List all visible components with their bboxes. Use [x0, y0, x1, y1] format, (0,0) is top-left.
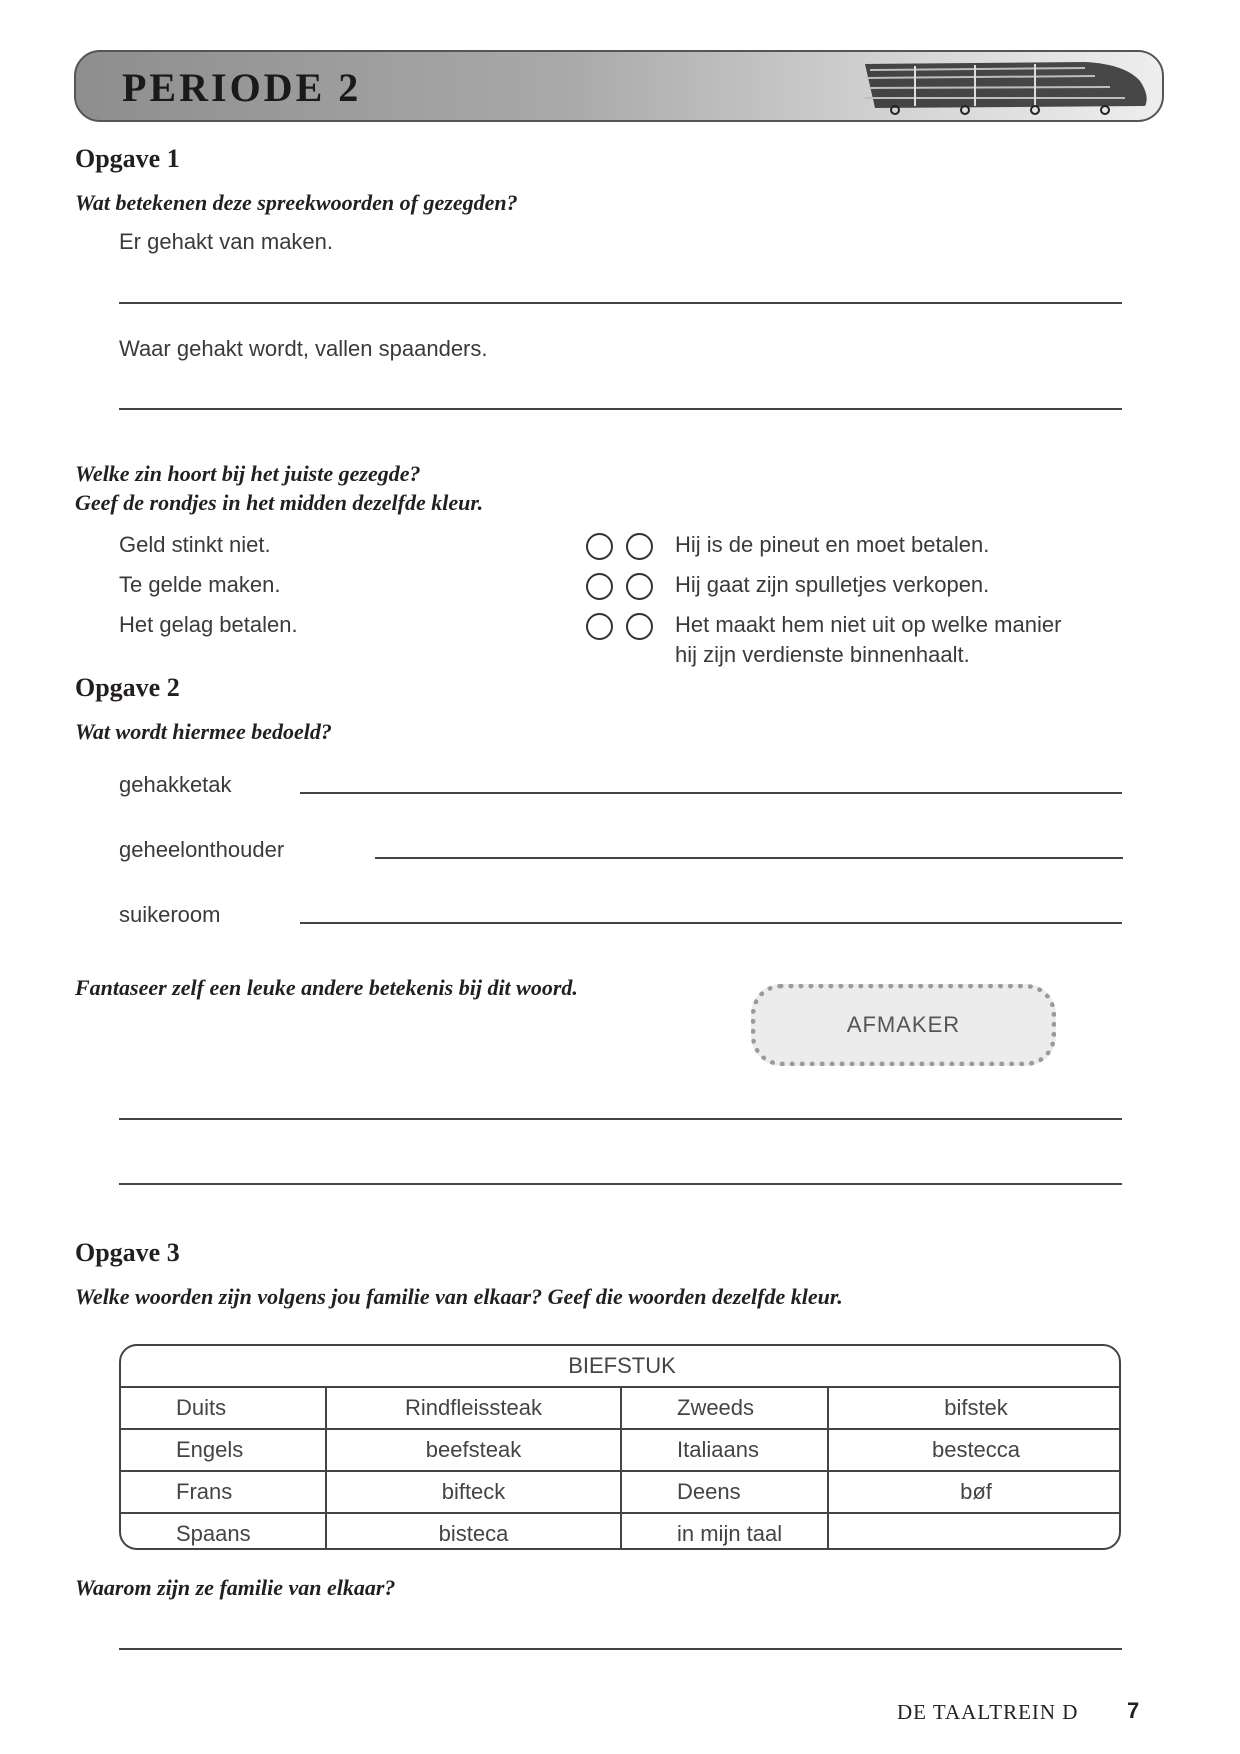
language-cell: Duits [121, 1387, 326, 1429]
right-item-3: Het maakt hem niet uit op welke manier [675, 612, 1062, 637]
word-cell[interactable]: bestecca [828, 1429, 1121, 1471]
language-cell: Frans [121, 1471, 326, 1513]
table-row [121, 1387, 1121, 1429]
afmaker-badge: AFMAKER [751, 984, 1056, 1066]
word-geheelonthouder: geheelonthouder [119, 837, 285, 862]
answer-line-2[interactable] [119, 408, 1122, 410]
left-item-1: Geld stinkt niet. [119, 532, 271, 557]
opgave1-title: Opgave 1 [75, 144, 180, 173]
language-cell: Spaans [121, 1513, 326, 1550]
color-circle-left-2[interactable] [586, 573, 613, 600]
color-circle-right-2[interactable] [626, 573, 653, 600]
language-cell: Deens [621, 1471, 828, 1513]
fantasy-instruction: Fantaseer zelf een leuke andere betekenis bij dit woord. [75, 975, 578, 1000]
table-row [121, 1429, 1121, 1471]
answer-line-1[interactable] [119, 302, 1122, 304]
left-item-3: Het gelag betalen. [119, 612, 298, 637]
why-question: Waarom zijn ze familie van elkaar? [75, 1575, 396, 1600]
why-answer-line[interactable] [119, 1648, 1122, 1650]
word-suikeroom: suikeroom [119, 902, 221, 927]
train-icon [855, 56, 1155, 116]
saying-1: Er gehakt van maken. [119, 229, 334, 254]
opgave2-question: Wat wordt hiermee bedoeld? [75, 719, 332, 744]
match-instruction-1: Welke zin hoort bij het juiste gezegde? [75, 461, 421, 486]
language-cell: in mijn taal [621, 1513, 828, 1550]
table-header-row [121, 1346, 1121, 1387]
biefstuk-table [119, 1344, 1121, 1550]
word-cell[interactable]: bisteca [326, 1513, 621, 1550]
color-circle-left-1[interactable] [586, 533, 613, 560]
table-row [121, 1471, 1121, 1513]
word-cell[interactable]: beefsteak [326, 1429, 621, 1471]
answer-line-gehakketak[interactable] [300, 792, 1122, 794]
opgave1-question: Wat betekenen deze spreekwoorden of gezegden? [75, 190, 518, 215]
table-title: BIEFSTUK [121, 1346, 1121, 1387]
right-item-2: Hij gaat zijn spulletjes verkopen. [675, 572, 990, 597]
left-item-2: Te gelde maken. [119, 572, 281, 597]
word-cell[interactable]: Rindfleissteak [326, 1387, 621, 1429]
match-instruction-2: Geef de rondjes in het midden dezelfde kleur. [75, 490, 484, 515]
color-circle-right-1[interactable] [626, 533, 653, 560]
opgave2-title: Opgave 2 [75, 673, 180, 702]
answer-line-geheelonthouder[interactable] [375, 857, 1123, 859]
word-cell[interactable]: bifstek [828, 1387, 1121, 1429]
language-cell: Italiaans [621, 1429, 828, 1471]
word-gehakketak: gehakketak [119, 772, 232, 797]
opgave3-question: Welke woorden zijn volgens jou familie van elkaar? Geef die woorden dezelfde kleur. [75, 1284, 843, 1309]
page-number: 7 [1127, 1698, 1140, 1723]
page-title: PERIODE 2 [122, 65, 362, 110]
fantasy-line-2[interactable] [119, 1183, 1122, 1185]
word-cell[interactable]: bifteck [326, 1471, 621, 1513]
own-language-input-cell[interactable] [828, 1513, 1121, 1550]
color-circle-right-3[interactable] [626, 613, 653, 640]
book-title: DE TAALTREIN D [897, 1700, 1079, 1724]
fantasy-line-1[interactable] [119, 1118, 1122, 1120]
language-cell: Engels [121, 1429, 326, 1471]
right-item-3-cont: hij zijn verdienste binnenhaalt. [675, 642, 970, 667]
language-cell: Zweeds [621, 1387, 828, 1429]
right-item-1: Hij is de pineut en moet betalen. [675, 532, 990, 557]
opgave3-title: Opgave 3 [75, 1238, 180, 1267]
answer-line-suikeroom[interactable] [300, 922, 1122, 924]
word-cell[interactable]: bøf [828, 1471, 1121, 1513]
color-circle-left-3[interactable] [586, 613, 613, 640]
saying-2: Waar gehakt wordt, vallen spaanders. [119, 336, 488, 361]
table-row [121, 1513, 1121, 1550]
